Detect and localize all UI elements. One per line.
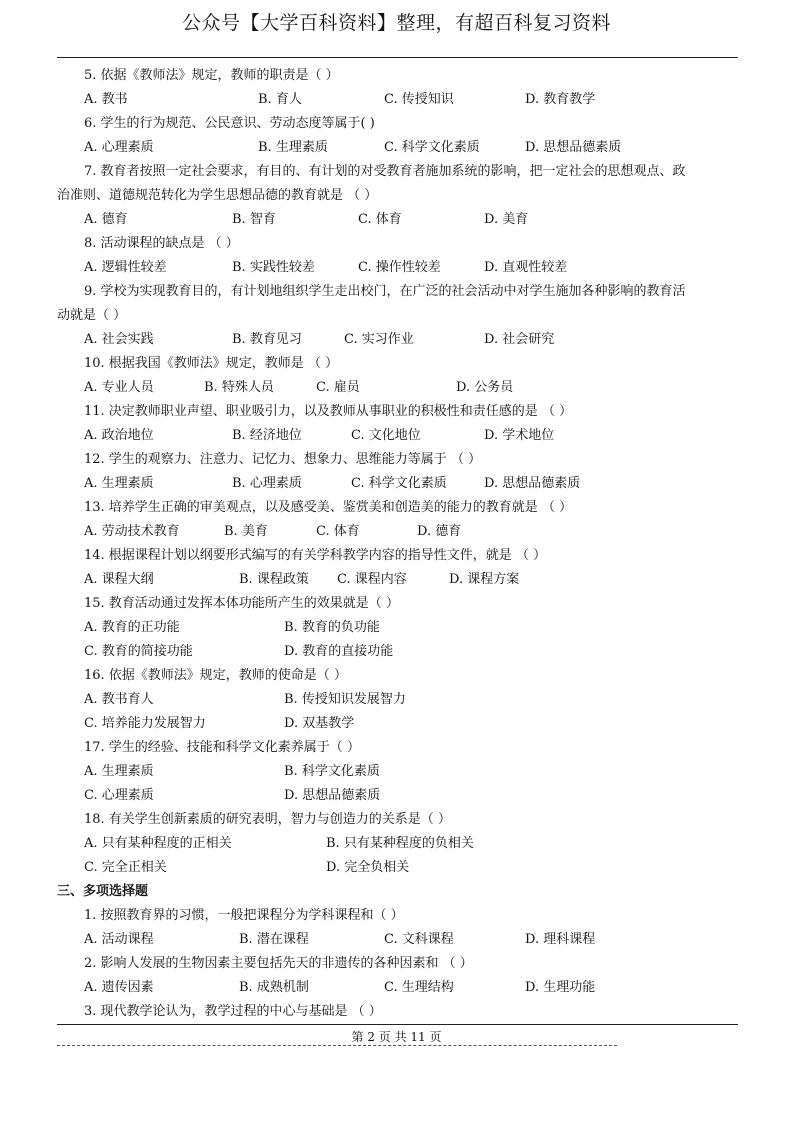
option: A. 遗传因素: [84, 980, 154, 995]
option: D. 美育: [484, 212, 529, 227]
option: D. 直观性较差: [484, 260, 568, 275]
option: C. 实习作业: [344, 332, 414, 347]
option: A. 政治地位: [84, 428, 154, 443]
options-row: [57, 256, 738, 280]
option: D. 思想品德素质: [484, 476, 581, 491]
option: D. 理科课程: [525, 932, 596, 947]
option: B. 实践性较差: [232, 260, 315, 275]
option: C. 体育: [316, 524, 360, 539]
options-row: [57, 928, 738, 952]
options-row: [57, 568, 738, 592]
option: B. 特殊人员: [204, 380, 274, 395]
options-row: [57, 976, 738, 1000]
option: C. 科学文化素质: [384, 140, 480, 155]
option: B. 生理素质: [258, 140, 328, 155]
option: B. 传授知识发展智力: [284, 692, 406, 707]
option: C. 雇员: [316, 380, 360, 395]
question-stem: 17. 学生的经验、技能和科学文化素养属于（ ）: [84, 740, 360, 755]
question-list: [57, 64, 738, 1024]
option: C. 生理结构: [384, 980, 454, 995]
option: D. 双基教学: [284, 716, 355, 731]
option: D. 课程方案: [449, 572, 520, 587]
question-stem: 18. 有关学生创新素质的研究表明，智力与创造力的关系是（ ）: [84, 812, 451, 827]
question-stem: 13. 培养学生正确的审美观点，以及感受美、鉴赏美和创造美的能力的教育就是 （ ）: [84, 500, 573, 515]
question-stem: 12. 学生的观察力、注意力、记忆力、想象力、思维能力等属于 （ ）: [84, 452, 482, 467]
option: C. 教育的简接功能: [84, 644, 193, 659]
option: A. 只有某种程度的正相关: [84, 836, 232, 851]
option: A. 心理素质: [84, 140, 154, 155]
option: B. 科学文化素质: [284, 764, 380, 779]
option: A. 教育的正功能: [84, 620, 180, 635]
page-number: 第 2 页 共 11 页: [351, 1030, 442, 1044]
option: C. 心理素质: [84, 788, 154, 803]
option: A. 专业人员: [84, 380, 154, 395]
question-stem-continued: 治准则、道德规范转化为学生思想品德的教育就是 （ ）: [57, 188, 378, 203]
dashed-cut-line: [57, 1045, 617, 1046]
options-row: [57, 640, 738, 664]
options-row: [57, 760, 738, 784]
question-stem: 8. 活动课程的缺点是 （ ）: [84, 236, 239, 251]
option: A. 课程大纲: [84, 572, 154, 587]
option: B. 智育: [232, 212, 276, 227]
question-stem: 1. 按照教育界的习惯，一般把课程分为学科课程和（ ）: [84, 908, 404, 923]
page-header: 公众号【大学百科资料】整理，有超百科复习资料: [181, 12, 611, 34]
question-stem: 5. 依据《教师法》规定，教师的职责是（ ）: [84, 68, 339, 83]
question-stem: 9. 学校为实现教育目的，有计划地组织学生走出校门，在广泛的社会活动中对学生施加各种影响的教育活: [84, 284, 686, 299]
question-stem: 15. 教育活动通过发挥本体功能所产生的效果就是（ ）: [84, 596, 399, 611]
option: D. 学术地位: [484, 428, 555, 443]
option: A. 德育: [84, 212, 128, 227]
question-stem: 3. 现代教学论认为，教学过程的中心与基础是 （ ）: [84, 1004, 382, 1019]
options-row: [57, 136, 738, 160]
option: C. 操作性较差: [358, 260, 441, 275]
options-row: [57, 688, 738, 712]
option: A. 活动课程: [84, 932, 154, 947]
option: B. 成熟机制: [239, 980, 309, 995]
option: D. 教育的直接功能: [284, 644, 394, 659]
question-stem: 16. 依据《教师法》规定，教师的使命是（ ）: [84, 668, 347, 683]
option: C. 培养能力发展智力: [84, 716, 206, 731]
options-row: [57, 520, 738, 544]
option: D. 生理功能: [525, 980, 596, 995]
option: D. 思想品德素质: [284, 788, 381, 803]
option: B. 育人: [258, 92, 302, 107]
option: C. 文化地位: [351, 428, 421, 443]
option: A. 教书: [84, 92, 128, 107]
question-stem-continued: 动就是（ ）: [57, 308, 127, 323]
option: D. 社会研究: [484, 332, 555, 347]
option: D. 思想品德素质: [525, 140, 622, 155]
option: B. 心理素质: [232, 476, 302, 491]
option: A. 生理素质: [84, 764, 154, 779]
section-title: 三、多项选择题: [57, 884, 149, 899]
question-stem: 2. 影响人发展的生物因素主要包括先天的非遗传的各种因素和 （ ）: [84, 956, 473, 971]
option: A. 劳动技术教育: [84, 524, 180, 539]
option: D. 教育教学: [525, 92, 596, 107]
option: B. 只有某种程度的负相关: [326, 836, 474, 851]
option: A. 逻辑性较差: [84, 260, 167, 275]
options-row: [57, 472, 738, 496]
option: C. 完全正相关: [84, 860, 167, 875]
options-row: [57, 376, 738, 400]
question-stem: 14. 根据课程计划以纲要形式编写的有关学科教学内容的指导性文件，就是 （ ）: [84, 548, 547, 563]
option: C. 课程内容: [337, 572, 407, 587]
question-stem: 11. 决定教师职业声望、职业吸引力，以及教师从事职业的积极性和责任感的是 （ ）: [84, 404, 573, 419]
option: B. 教育见习: [232, 332, 302, 347]
options-row: [57, 616, 738, 640]
option: B. 课程政策: [239, 572, 309, 587]
option: C. 传授知识: [384, 92, 454, 107]
option: B. 潜在课程: [239, 932, 309, 947]
option: C. 体育: [358, 212, 402, 227]
option: A. 教书育人: [84, 692, 154, 707]
option: C. 科学文化素质: [351, 476, 447, 491]
question-stem: 6. 学生的行为规范、公民意识、劳动态度等属于( ): [84, 116, 375, 131]
options-row: [57, 856, 738, 880]
question-stem: 7. 教育者按照一定社会要求，有目的、有计划的对受教育者施加系统的影响，把一定社会的思想观点、政: [84, 164, 686, 179]
options-row: [57, 712, 738, 736]
options-row: [57, 832, 738, 856]
option: D. 公务员: [456, 380, 514, 395]
option: B. 美育: [224, 524, 268, 539]
header-rule: [57, 57, 738, 58]
option: A. 社会实践: [84, 332, 154, 347]
options-row: [57, 208, 738, 232]
options-row: [57, 328, 738, 352]
options-row: [57, 424, 738, 448]
option: A. 生理素质: [84, 476, 154, 491]
option: D. 德育: [417, 524, 462, 539]
option: D. 完全负相关: [326, 860, 410, 875]
options-row: [57, 784, 738, 808]
footer-rule: [57, 1024, 738, 1025]
question-stem: 10. 根据我国《教师法》规定，教师是 （ ）: [84, 356, 339, 371]
options-row: [57, 88, 738, 112]
option: B. 教育的负功能: [284, 620, 380, 635]
option: B. 经济地位: [232, 428, 302, 443]
option: C. 文科课程: [384, 932, 454, 947]
